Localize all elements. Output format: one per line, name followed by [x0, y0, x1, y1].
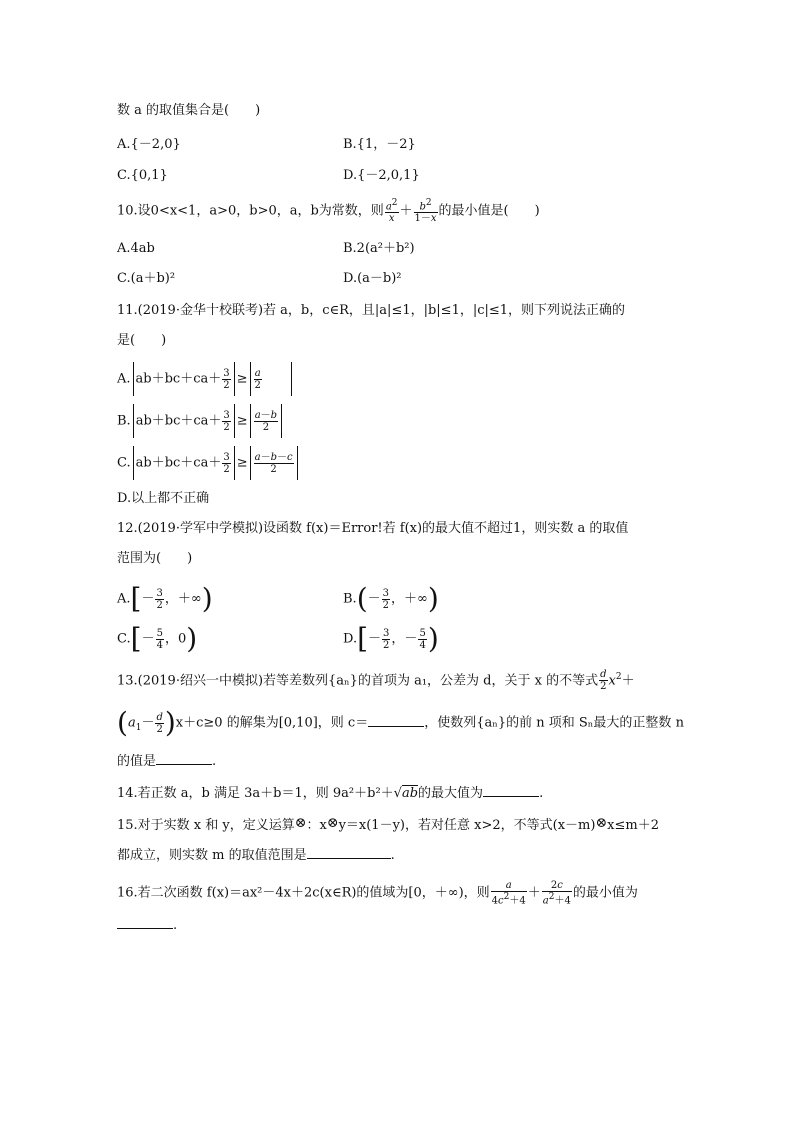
q11-stem-line1: 11.(2019·金华十校联考)若 a，b，c∈R，且|a|≤1，|b|≤1，|c|≤1，则下列说法正确的 — [117, 303, 626, 318]
otimes-symbol: ⊗ — [326, 815, 339, 831]
q10-stem: 10.设0<x<1，a>0，b>0，a，b为常数，则 $\frac{a^2}{x}$ ＋ $\frac{b^2}{1-x}$ 的最小值是( ) — [117, 198, 540, 225]
q14-stem: 14.若正数 a，b 满足 3a＋b＝1，则 9a²＋b²＋√ab的最大值为 . — [117, 786, 544, 801]
q11-option-d: D.以上都不正确 — [117, 491, 210, 506]
q12-option-d: D.[－ $\frac{3}{2}$ ，－ $\frac{5}{4}$ ) — [343, 622, 439, 655]
q10-option-a: A.4ab — [117, 241, 155, 256]
q11-option-c: C. ab＋bc＋ca＋ $\frac{3}{2}$ ≥ $\frac{a-b-c}{2}$ — [117, 446, 300, 480]
q9-option-c: C.{0,1} — [117, 168, 168, 183]
q11-expression: ab＋bc＋ca＋ — [135, 455, 222, 471]
q11-expression: ab＋bc＋ca＋ — [135, 371, 222, 387]
q15-blank[interactable] — [307, 846, 391, 859]
q9-option-a: A.{－2,0} — [117, 137, 181, 152]
q13-line3: 的值是 . — [117, 754, 217, 769]
q13-line1: 13.(2019·绍兴一中模拟)若等差数列{aₙ}的首项为 a₁，公差为 d，关于 x 的不等式 $\frac{d}{2}$ $x^2+$ — [117, 669, 635, 693]
q12-option-b: B.(－ $\frac{3}{2}$ ，＋∞) — [343, 582, 439, 615]
q11-expression: ab＋bc＋ca＋ — [135, 413, 222, 429]
q10-option-c: C.(a＋b)² — [117, 271, 176, 286]
q10-option-d: D.(a－b)² — [343, 271, 402, 286]
otimes-symbol: ⊗ — [294, 815, 307, 831]
q9-stem: 数 a 的取值集合是( ) — [117, 103, 261, 118]
q10-option-b: B.2(a²＋b²) — [343, 241, 415, 256]
q16-blank[interactable] — [117, 916, 173, 929]
q12-stem-line2: 范围为( ) — [117, 551, 193, 566]
q13-blank-n[interactable] — [156, 752, 212, 765]
q16-stem: 16.若二次函数 f(x)＝ax²－4x＋2c(x∈R)的值域为[0，＋∞)，则 $\frac{a}{4c^2+4}$ ＋ $\frac{2c}{a^2+4}$ 的最小值为 — [117, 880, 638, 907]
q11-stem-line2: 是( ) — [117, 333, 167, 348]
q13-blank-c[interactable] — [368, 714, 424, 727]
q11-option-b: B. ab＋bc＋ca＋ $\frac{3}{2}$ ≥ $\frac{a-b}{2}$ — [117, 404, 284, 438]
q15-line2: 都成立，则实数 m 的取值范围是 . — [117, 848, 395, 863]
q9-option-d: D.{－2,0,1} — [343, 168, 420, 183]
q16-line2: . — [117, 916, 177, 935]
q13-line2: ($a_1-$ $\frac{d}{2}$ )x＋c≥0 的解集为[0,10]，则 c＝ ，使数列{aₙ}的前 n 项和 Sₙ最大的正整数 n — [117, 706, 684, 739]
otimes-symbol: ⊗ — [595, 815, 608, 831]
q14-blank[interactable] — [483, 784, 539, 797]
q12-stem-line1: 12.(2019·学军中学模拟)设函数 f(x)＝Error!若 f(x)的最大值不超过1，则实数 a 的取值 — [117, 521, 629, 536]
q11-option-a: A. ab＋bc＋ca＋ $\frac{3}{2}$ ≥ $\frac{a}{2}$ — [117, 362, 294, 396]
q9-option-b: B.{1，－2} — [343, 137, 416, 152]
q12-option-a: A.[－ $\frac{3}{2}$ ，＋∞) — [117, 582, 213, 615]
q15-line1: 15.对于实数 x 和 y，定义运算⊗：x⊗y＝x(1－y)，若对任意 x>2，不等式(x－m)⊗x≤m＋2 — [117, 815, 659, 833]
q12-option-c: C.[－ $\frac{5}{4}$ ，0) — [117, 622, 198, 655]
